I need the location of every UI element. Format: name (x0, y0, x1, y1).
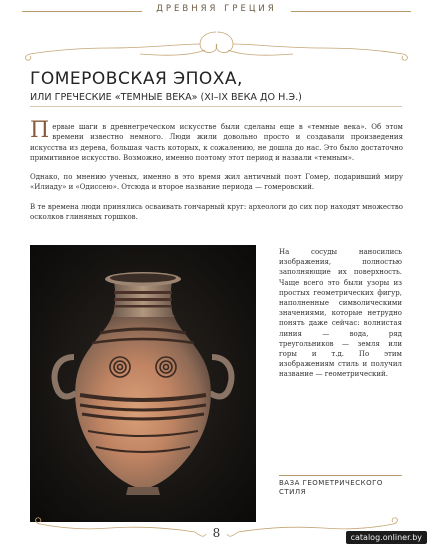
drop-cap: П (30, 118, 50, 143)
vase-illustration (30, 245, 256, 522)
caption-rule (279, 475, 402, 476)
section-title: ГОМЕРОВСКАЯ ЭПОХА, (30, 69, 243, 89)
heading-rule (30, 106, 402, 107)
side-paragraph: На сосуды наносились изображения, полностью заполняющие их поверхность. Чаще всего это были узоры из простых геометрических фигур, наполненные символическими значениями, которые нетрудно понять даже сейчас: волнистая линия — вода, ряд треугольников — земля или горы и т.д. По этим изображениям стиль и получил название — геометрический. (279, 248, 402, 379)
vase-photo (30, 245, 256, 522)
paragraph-1 (30, 118, 403, 164)
paragraph-3: В те времена люди принялись осваивать гончарный круг: археологи до сих пор находят множество осколков глиняных горшков. (30, 203, 403, 222)
header-rule-right (291, 11, 411, 12)
top-flourish-ornament (0, 28, 433, 64)
running-header (0, 0, 433, 24)
paragraph-2: Однако, по мнению ученых, именно в это время жил античный поэт Гомер, подаривший миру «Илиаду» и «Одиссею». Отсюда и второе название периода — гомеровский. (30, 173, 403, 192)
page-number: 8 (212, 526, 221, 540)
paragraph-1-text: ервые шаги в древнегреческом искусстве были сделаны еще в «темные века». Об этом времени известно немного. Люди жили довольно просто и создавали произведения искусства из дерева, большая часть которых, к сожалению, не дошла до нас. Это было достаточно примитивное искусство. Возможно, именно поэтому этот период и назвали «темным». (30, 123, 403, 163)
header-title: ДРЕВНЯЯ ГРЕЦИЯ (156, 4, 277, 14)
image-caption: ВАЗА ГЕОМЕТРИЧЕСКОГО СТИЛЯ (279, 479, 383, 496)
section-subtitle: ИЛИ ГРЕЧЕСКИЕ «ТЕМНЫЕ ВЕКА» (XI–IX ВЕКА ДО Н.Э.) (30, 92, 302, 103)
source-watermark: catalog.onliner.by (346, 531, 427, 544)
